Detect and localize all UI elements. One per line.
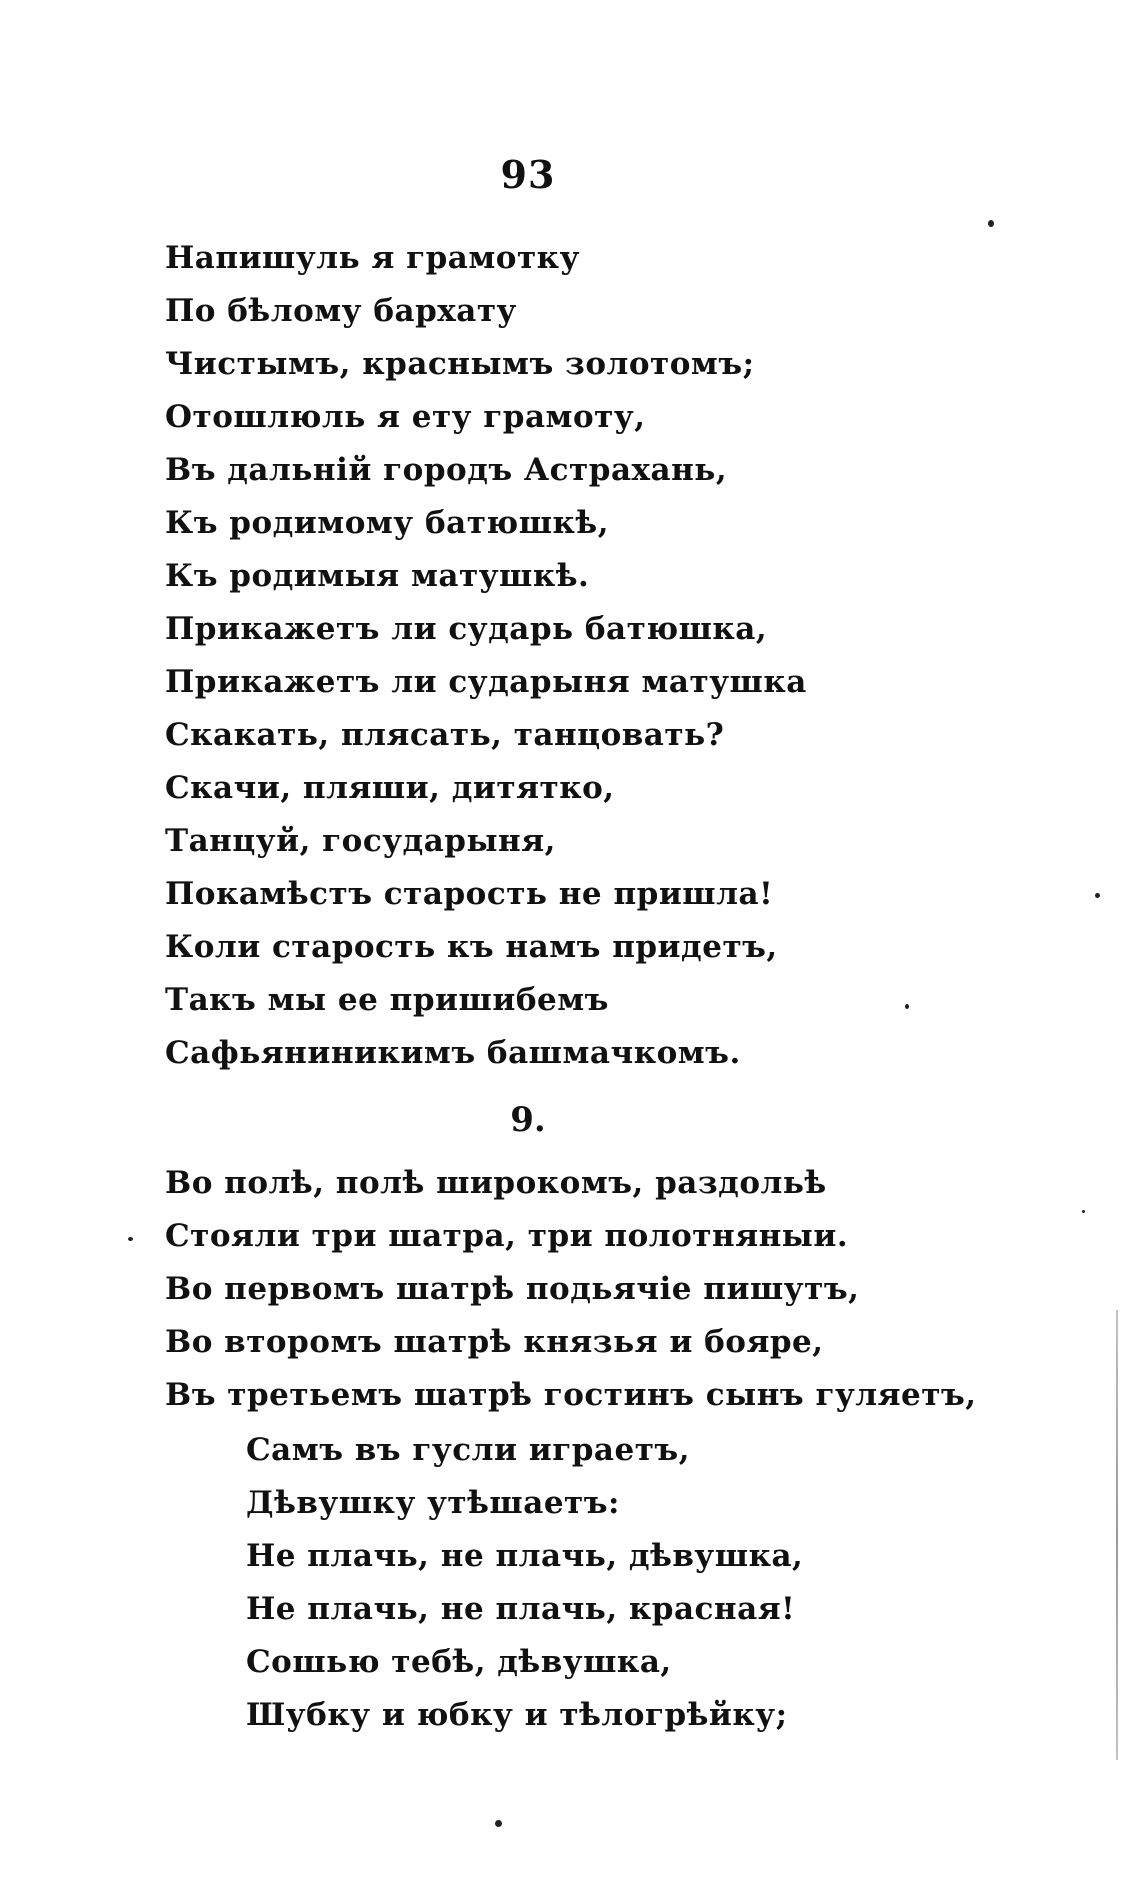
verse-line: Въ третьемъ шатрѣ гостинъ сынъ гуляетъ, xyxy=(165,1377,977,1413)
stanza-1 xyxy=(165,232,807,1080)
verse-line: Во второмъ шатрѣ князья и бояре, xyxy=(165,1324,824,1360)
scan-speck xyxy=(495,1820,502,1827)
verse-line: Самъ въ гусли играетъ, xyxy=(246,1432,690,1468)
stanza-2 xyxy=(165,1157,977,1422)
verse-line: Не плачь, не плачь, красная! xyxy=(246,1591,796,1627)
verse-line: По бѣлому бархату xyxy=(165,293,517,329)
verse-line: Къ родимыя матушкѣ. xyxy=(165,558,590,594)
verse-line: Сафьяниникимъ башмачкомъ. xyxy=(165,1035,741,1071)
verse-line: Шубку и юбку и тѣлогрѣйку; xyxy=(246,1697,788,1733)
verse-line: Танцуй, государыня, xyxy=(165,823,556,859)
scan-speck xyxy=(1095,893,1100,898)
verse-line: Напишуль я грамотку xyxy=(165,240,580,276)
stanza-3-indented xyxy=(246,1424,803,1742)
verse-line: Не плачь, не плачь, дѣвушка, xyxy=(246,1538,804,1574)
verse-line: Стояли три шатра, три полотняныи. xyxy=(165,1218,849,1254)
verse-line: Такъ мы ее пришибемъ xyxy=(165,982,609,1018)
page-number: 93 xyxy=(500,152,556,197)
verse-line: Въ дальній городъ Астрахань, xyxy=(165,452,728,488)
verse-line: Чистымъ, краснымъ золотомъ; xyxy=(165,346,755,382)
verse-line: Къ родимому батюшкѣ, xyxy=(165,505,609,541)
verse-line: Дѣвушку утѣшаетъ: xyxy=(246,1485,620,1521)
scan-speck xyxy=(905,1004,909,1009)
scan-speck xyxy=(1082,1210,1085,1213)
verse-line: Прикажетъ ли сударь батюшка, xyxy=(165,611,768,647)
verse-line: Прикажетъ ли сударыня матушка xyxy=(165,664,807,700)
section-number: 9. xyxy=(510,1100,546,1140)
scan-speck xyxy=(988,220,994,227)
scan-edge xyxy=(1116,1310,1118,1760)
verse-line: Во первомъ шатрѣ подьячіе пишутъ, xyxy=(165,1271,860,1307)
verse-line: Коли старость къ намъ придетъ, xyxy=(165,929,778,965)
verse-line: Сошью тебѣ, дѣвушка, xyxy=(246,1644,672,1680)
verse-line: Скакать, плясать, танцовать? xyxy=(165,717,725,753)
verse-line: Покамѣстъ старость не пришла! xyxy=(165,876,774,912)
verse-line: Во полѣ, полѣ широкомъ, раздольѣ xyxy=(165,1165,827,1201)
scan-speck xyxy=(128,1237,133,1241)
verse-line: Скачи, пляши, дитятко, xyxy=(165,770,615,806)
verse-line: Отошлюль я ету грамоту, xyxy=(165,399,646,435)
